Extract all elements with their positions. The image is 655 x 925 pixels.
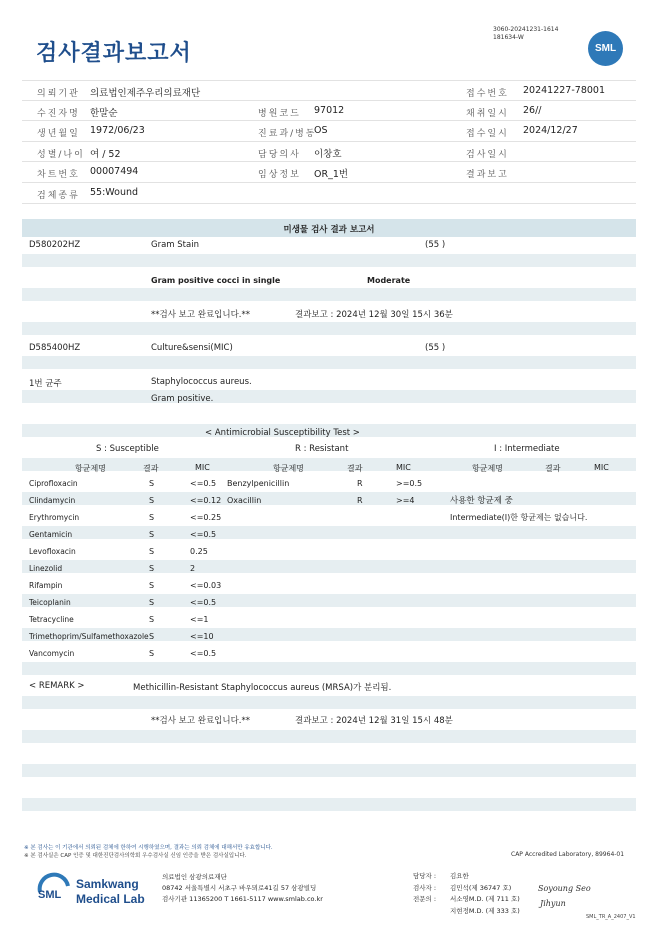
patient-info-label: 접수일시 xyxy=(466,129,509,139)
organism-label: 1번 균주 xyxy=(29,379,62,389)
drug-result: S xyxy=(149,581,155,590)
report-time-1: 결과보고 : 2024년 12월 30일 15시 36분 xyxy=(295,310,453,320)
col-result-1: 결과 xyxy=(143,464,159,473)
patient-info-row xyxy=(22,120,636,141)
patient-info-value: 20241227-78001 xyxy=(523,85,606,96)
drug-mic: 2 xyxy=(190,564,196,573)
complete-message-1: **검사 보고 완료입니다.** xyxy=(151,310,251,320)
col-mic-1: MIC xyxy=(195,463,210,472)
staff-name: 서소영M.D. (제 711 호) xyxy=(450,895,520,903)
band xyxy=(22,322,636,335)
test2-name: Culture&sensi(MIC) xyxy=(151,343,233,353)
legend-susceptible: S : Susceptible xyxy=(96,444,159,454)
drug-name: Tetracycline xyxy=(29,615,74,624)
patient-info-label: 검사일시 xyxy=(466,150,509,160)
patient-info-value: 2024/12/27 xyxy=(523,125,578,136)
drug-result: R xyxy=(357,496,363,505)
test1-name: Gram Stain xyxy=(151,240,199,250)
patient-info-value: 55:Wound xyxy=(90,187,139,198)
drug-mic: <=0.5 xyxy=(190,649,217,658)
patient-info-row xyxy=(22,161,636,182)
drug-mic: >=0.5 xyxy=(396,479,423,488)
drug-mic: <=1 xyxy=(190,615,209,624)
patient-info-value: OR_1번 xyxy=(314,169,349,180)
band xyxy=(22,798,636,811)
patient-info-label: 수진자명 xyxy=(37,109,80,119)
col-drug-3: 항균제명 xyxy=(472,464,503,473)
patient-info-label: 담당의사 xyxy=(258,150,301,160)
test2-code: D585400HZ xyxy=(29,343,81,353)
org-name: 의료법인 삼광의료재단 xyxy=(162,873,227,881)
patient-info-value: 00007494 xyxy=(90,166,139,177)
drug-name: Clindamycin xyxy=(29,496,76,505)
band xyxy=(22,390,636,403)
band xyxy=(22,662,636,675)
drug-name: Erythromycin xyxy=(29,513,80,522)
patient-info-label: 임상정보 xyxy=(258,170,301,180)
footer-notice-2: ※ 본 검사실은 CAP 인증 및 대한진단검사의학회 우수검사실 신임 인증을 받은 검사실입니다. xyxy=(24,853,247,859)
patient-info-label: 검체종류 xyxy=(37,191,80,201)
intermediate-note-2: Intermediate(I)한 항균제는 없습니다. xyxy=(450,513,588,522)
report-section-title: 미생물 검사 결과 보고서 xyxy=(283,225,375,235)
drug-result: S xyxy=(149,496,155,505)
staff-role: 검사자 : xyxy=(413,883,437,892)
patient-info-value: 한말순 xyxy=(90,108,118,119)
drug-result: S xyxy=(149,649,155,658)
legend-intermediate: I : Intermediate xyxy=(494,444,560,454)
drug-result: S xyxy=(149,513,155,522)
band xyxy=(22,458,636,471)
brand-name-2: Medical Lab xyxy=(76,892,145,906)
band xyxy=(22,594,636,607)
col-result-3: 결과 xyxy=(545,464,561,473)
band xyxy=(22,560,636,573)
report-section-header xyxy=(22,219,636,237)
drug-name: Trimethoprim/Sulfamethoxazole xyxy=(29,632,149,641)
staff-name: 지현정M.D. (제 333 호) xyxy=(450,906,520,915)
drug-mic: <=10 xyxy=(190,632,214,641)
drug-name: Vancomycin xyxy=(29,649,75,658)
band xyxy=(22,254,636,267)
patient-info-label: 병원코드 xyxy=(258,109,301,119)
drug-result: S xyxy=(149,598,155,607)
col-result-2: 결과 xyxy=(347,464,363,473)
patient-info-label: 결과보고 xyxy=(466,170,509,180)
drug-result: S xyxy=(149,564,155,573)
drug-mic: >=4 xyxy=(396,496,415,505)
drug-name: Ciprofloxacin xyxy=(29,479,78,488)
patient-info-label: 차트번호 xyxy=(37,170,80,180)
form-code: SML_TR_A_2407_V1 xyxy=(586,914,636,920)
footer-notice-1: ※ 본 검사는 이 기관에서 의뢰된 검체에 한하여 시행하였으며, 결과는 의뢰 검체에 대해서만 유효합니다. xyxy=(24,845,273,851)
patient-info-value: 1972/06/23 xyxy=(90,125,145,136)
legend-resistant: R : Resistant xyxy=(295,444,349,454)
org-address: 08742 서울특별시 서초구 바우뫼로41길 57 삼광빌딩 xyxy=(162,884,317,892)
band xyxy=(22,356,636,369)
report-code-line1: 3060-20241231-1614 xyxy=(493,26,559,33)
intermediate-note-1: 사용한 항균제 중 xyxy=(450,496,513,506)
drug-name: Levofloxacin xyxy=(29,547,76,556)
col-mic-2: MIC xyxy=(396,463,411,472)
band xyxy=(22,764,636,777)
patient-info-value: OS xyxy=(314,125,328,136)
samkwang-logo xyxy=(36,872,72,908)
patient-info-label: 의뢰기관 xyxy=(37,89,80,99)
test1-code: D580202HZ xyxy=(29,240,81,250)
band xyxy=(22,696,636,709)
band xyxy=(22,492,636,505)
patient-info-label: 진료과/병동 xyxy=(258,129,317,139)
drug-result: S xyxy=(149,547,155,556)
svg-text:SML: SML xyxy=(38,889,62,901)
drug-result: S xyxy=(149,615,155,624)
org-contact: 검사기관 11365200 T 1661-5117 www.smlab.co.kr xyxy=(162,895,323,903)
drug-name: Oxacillin xyxy=(227,496,262,505)
patient-info-value: 26// xyxy=(523,105,542,116)
report-code xyxy=(493,26,558,42)
gram-amount: Moderate xyxy=(367,276,411,285)
remark-label: < REMARK > xyxy=(29,681,85,691)
complete-message-2: **검사 보고 완료입니다.** xyxy=(151,716,251,726)
drug-name: Teicoplanin xyxy=(29,598,71,607)
organism-name: Staphylococcus aureus. xyxy=(151,377,252,387)
patient-info-label: 생년월일 xyxy=(37,129,80,139)
band xyxy=(22,730,636,743)
staff-name: 김요한 xyxy=(450,872,469,880)
drug-mic: <=0.12 xyxy=(190,496,222,505)
sml-logo: SML xyxy=(588,31,623,66)
drug-mic: <=0.5 xyxy=(190,530,217,539)
patient-info-label: 채취일시 xyxy=(466,109,509,119)
ast-title: < Antimicrobial Susceptibility Test > xyxy=(205,428,360,438)
drug-mic: <=0.5 xyxy=(190,598,217,607)
drug-result: S xyxy=(149,632,155,641)
drug-result: R xyxy=(357,479,363,488)
band xyxy=(22,526,636,539)
drug-mic: <=0.25 xyxy=(190,513,222,522)
patient-info-row xyxy=(22,182,636,204)
patient-info-label: 접수번호 xyxy=(466,89,509,99)
patient-info-label: 성별/나이 xyxy=(37,150,85,160)
patient-info-value: 이창호 xyxy=(314,149,342,160)
band xyxy=(22,288,636,301)
patient-info-value: 97012 xyxy=(314,105,345,116)
col-mic-3: MIC xyxy=(594,463,609,472)
drug-name: Benzylpenicillin xyxy=(227,479,290,488)
col-drug-1: 항균제명 xyxy=(75,464,106,473)
staff-name: 김민석(제 36747 호) xyxy=(450,883,512,892)
organism-gram: Gram positive. xyxy=(151,394,214,404)
patient-info-value: 의료법인제주우리의료재단 xyxy=(90,88,201,99)
patient-info-value: 여 / 52 xyxy=(90,149,121,160)
staff-role: 전문의 : xyxy=(413,895,437,903)
drug-name: Gentamicin xyxy=(29,530,73,539)
page-title: 검사결과보고서 xyxy=(36,41,192,66)
cap-accreditation: CAP Accredited Laboratory, 89964-01 xyxy=(511,851,625,858)
report-code-line2: 181634-W xyxy=(493,34,524,41)
drug-name: Rifampin xyxy=(29,581,63,590)
staff-role: 담당자 : xyxy=(413,872,437,880)
gram-result: Gram positive cocci in single xyxy=(151,276,281,285)
col-drug-2: 항균제명 xyxy=(273,464,304,473)
drug-result: S xyxy=(149,530,155,539)
signature-1: Soyoung Seo xyxy=(538,884,591,893)
drug-result: S xyxy=(149,479,155,488)
drug-name: Linezolid xyxy=(29,564,63,573)
patient-info-row xyxy=(22,100,636,121)
drug-mic: <=0.03 xyxy=(190,581,222,590)
remark-text: Methicillin-Resistant Staphylococcus aureus (MRSA)가 분리됨. xyxy=(133,683,392,693)
patient-info-row xyxy=(22,80,636,101)
brand-name-1: Samkwang xyxy=(76,877,139,891)
report-time-2: 결과보고 : 2024년 12월 31일 15시 48분 xyxy=(295,716,453,726)
drug-mic: <=0.5 xyxy=(190,479,217,488)
signature-2: Jihyun xyxy=(540,899,566,908)
patient-info-row xyxy=(22,141,636,162)
test1-specimen: (55 ) xyxy=(425,240,446,250)
drug-mic: 0.25 xyxy=(190,547,208,556)
test2-specimen: (55 ) xyxy=(425,343,446,353)
